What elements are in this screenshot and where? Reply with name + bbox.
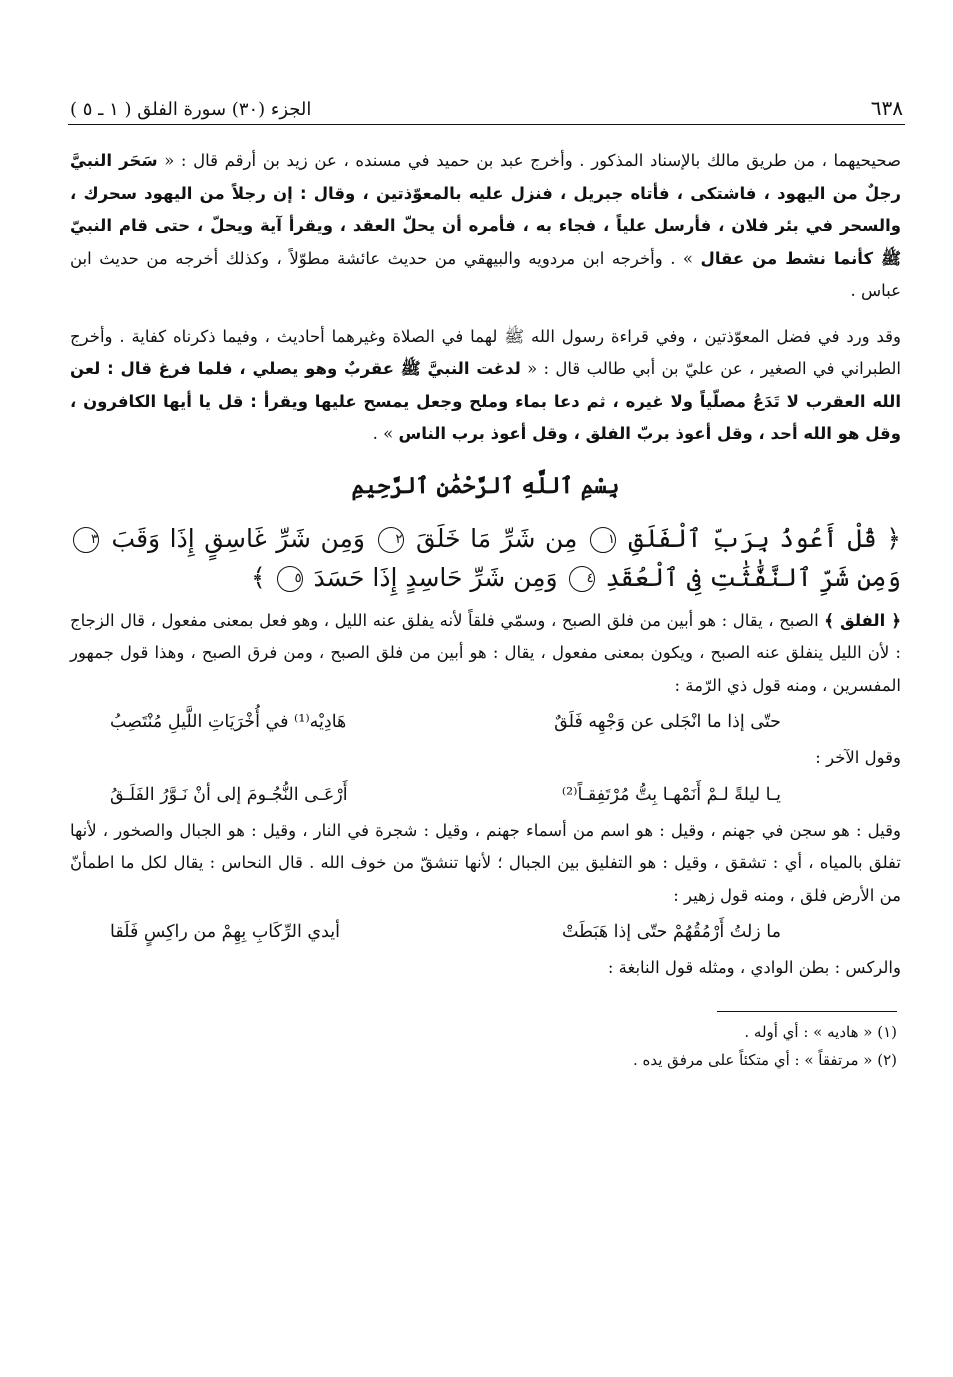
paragraph-text: » . (372, 424, 399, 443)
paragraph-text: صحيحيهما ، من طريق مالك بالإسناد المذكور . وأخرج عبد بن حميد في مسنده ، عن زيد بن أرقم قال : « (157, 151, 901, 170)
poem-verse-dhi-rumma (70, 702, 901, 742)
paragraph-other-said: وقول الآخر : (815, 748, 901, 767)
footnote-divider (717, 1011, 897, 1012)
page-body (68, 145, 905, 1074)
verse-2: مِن شَرِّ مَا خَلَقَ (416, 523, 578, 553)
poem-hemistich-second: هَادِيْه⁽¹⁾ في أُخْرَيَاتِ اللَّيلِ مُنْتَصِبُ (110, 712, 347, 732)
poem-hemistich-first: يـا ليلةً لـمْ أَنَمْهـا بِتُّ مُرْتَفِقـاً⁽²⁾ (561, 784, 781, 805)
paragraph-raks: والركس : بطن الوادي ، ومثله قول النابغة : (607, 958, 901, 977)
basmala: بِسْمِ ٱللَّهِ ٱلرَّحْمَٰنِ ٱلرَّحِيمِ (351, 472, 620, 499)
poem-verse-other (70, 775, 901, 815)
verse-marker-icon: ٢ (378, 527, 404, 553)
keyword-falaq: ﴿ الفلق ﴾ (824, 610, 901, 630)
hadith-text: سَحَر النبيَّ رجلٌ من اليهود ، فاشتكى ، فأتاه جبريل ، فنزل عليه بالمعوّذتين ، وقال : إن رجلاً من اليهود سحرك ، والسحر في بئر فلان ، فأرسل علياً ، فجاء به ، فأمره أن يحلّ العقد ، ويقرأ آية ويحلّ ، حتى قام النبيّ ﷺ كأنما نشط من عقال (70, 151, 901, 268)
footnote-1: (١) « هاديه » : أي أوله . (744, 1022, 897, 1041)
footnote-2: (٢) « مرتفقاً » : أي متكئاً على مرفق يده . (632, 1050, 897, 1069)
book-page (68, 88, 905, 1074)
poem-hemistich-second: أيدي الرِّكَابِ بِهِمْ من راكِسٍ فَلَقا (110, 922, 340, 942)
paragraph-text: الصبح ، يقال : هو أبين من فلق الصبح ، وسمّي فلقاً لأنه يفلق عنه الليل ، وهو فعل بمعنى مفعول ، قال الزجاج : لأن الليل ينفلق عنه الصبح ، ويكون بمعنى مفعول ، يقال : هو أبين من فلق الصبح ، ومن فرق الصبح ، وهذا قول جمهور المفسرين ، ومنه قول ذي الرّمة : (70, 610, 901, 695)
paragraph-other-meanings: وقيل : هو سجن في جهنم ، وقيل : هو اسم من أسماء جهنم ، وقيل : شجرة في النار ، وقيل : هو الجبال والصخور ، لأنها تفلق بالمياه ، أي : تشقق ، وقيل : هو التفليق بين الجبال ؛ لأنها تنشقّ من خوف الله . قال النحاس : يقال لكل ما اطمأنّ من الأرض فلق ، ومنه قول زهير : (70, 820, 901, 905)
page-number: ٦٣٨ (870, 96, 903, 120)
hadith-text: لدغت النبيَّ ﷺ عقربٌ وهو يصلي ، فلما فرغ قال : لعن الله العقرب لا تَدَعُ مصلّياً ولا غيره ، ثم دعا بماء وملح وجعل يمسح عليها ويقرأ : قل يا أيها الكافرون ، وقل هو الله أحد ، وقل أعوذ بربّ الفلق ، وقل أعوذ برب الناس (70, 359, 901, 443)
verse-marker-icon: ٣ (73, 527, 99, 553)
paragraph-fadl (70, 321, 901, 451)
running-header (68, 88, 905, 125)
verse-marker-icon: ٤ (569, 566, 595, 592)
paragraph-text: وقد ورد في فضل المعوّذتين ، وفي قراءة رسول الله ﷺ لهما في الصلاة وغيرهما أحاديث ، وفيما ذكرناه كفاية . وأخرج الطبراني في الصغير ، عن عليّ بن أبي طالب قال : « (70, 326, 901, 378)
paragraph-text: » . وأخرجه ابن مردويه والبيهقي من حديث عائشة مطوّلاً ، وكذلك أخرجه من حديث ابن عباس . (70, 248, 901, 300)
verse-3: وَمِن شَرِّ غَاسِقٍ إِذَا وَقَبَ (111, 523, 365, 553)
paragraph-falaq-meaning (70, 605, 901, 703)
poem-hemistich-second: أَرْعَـى النُّجُـومَ إلى أنْ نَـوَّرُ الفَلَـقُ (110, 784, 348, 805)
poem-hemistich-first: حتّى إذا ما انْجَلى عن وَجْهِه فَلَقٌ (554, 712, 781, 732)
quran-text (70, 519, 901, 597)
ornate-bracket-open: ﴿ (886, 523, 901, 553)
ornate-bracket-close: ﴾ (250, 562, 266, 592)
verse-marker-icon: ١ (590, 527, 616, 553)
poem-verse-zuhair (70, 912, 901, 952)
header-title: الجزء (٣٠) سورة الفلق ( ١ ـ ٥ ) (70, 99, 312, 120)
verse-5: وَمِن شَرِّ حَاسِدٍ إِذَا حَسَدَ (313, 562, 558, 592)
verse-1: قُلْ أَعُوذُ بِرَبِّ ٱلْفَلَقِ (628, 523, 877, 553)
paragraph-hadith-sihr (70, 145, 901, 308)
verse-4: وَمِن شَرِّ ٱلنَّفَّٰثَٰتِ فِى ٱلْعُقَدِ (605, 562, 901, 592)
verse-marker-icon: ٥ (277, 566, 303, 592)
poem-hemistich-first: ما زلتُ أَرْمُقُهُمْ حتّى إذا هَبَطَتْ (562, 922, 781, 942)
